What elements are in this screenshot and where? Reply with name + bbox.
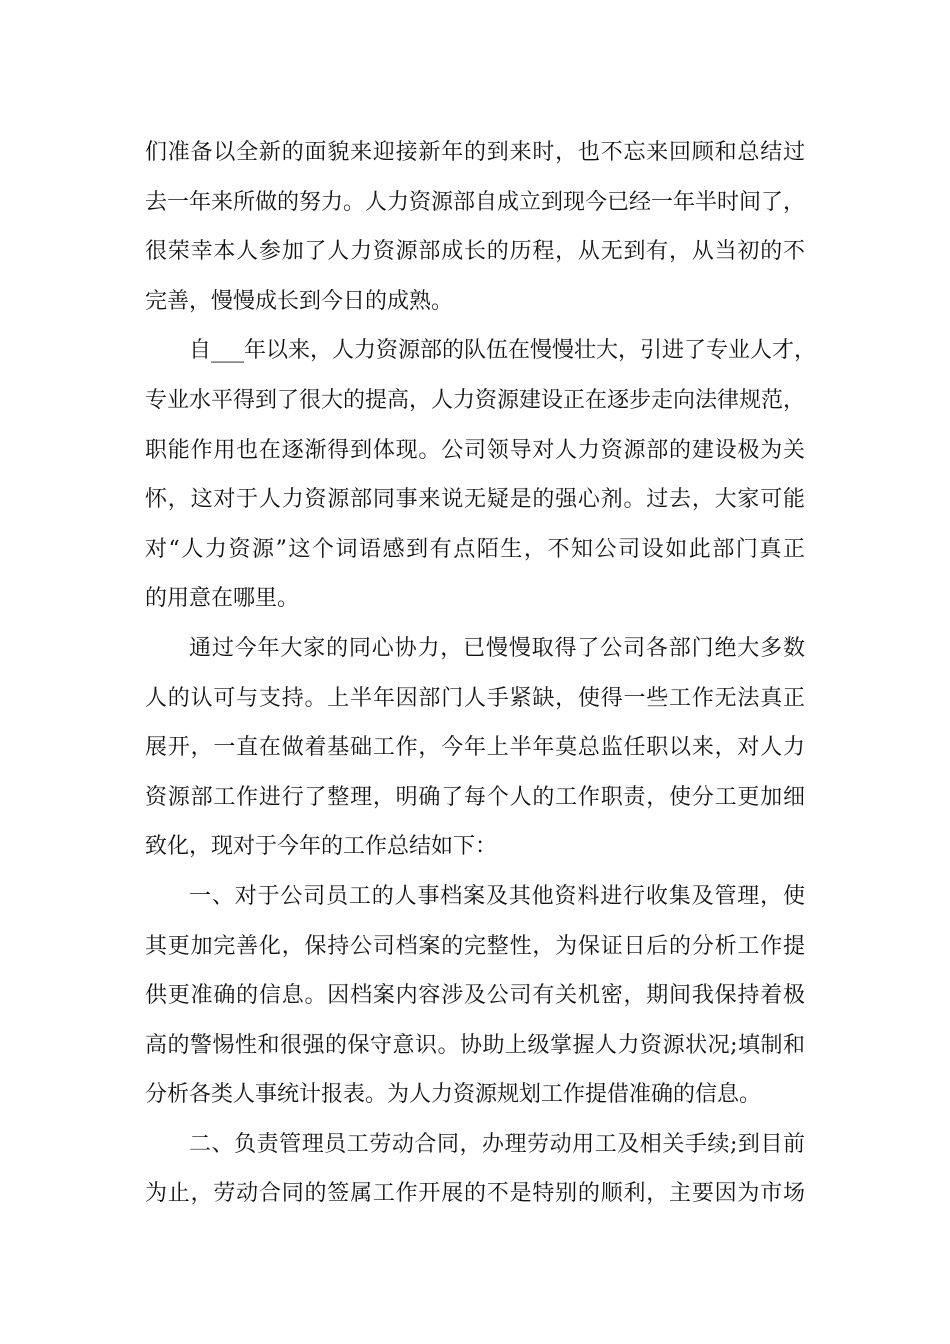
text-line: 很荣幸本人参加了人力资源部成长的历程，从无到有，从当初的不 [145,239,805,265]
text-line: 其更加完善化，保持公司档案的完整性，为保证日后的分析工作提 [145,933,805,959]
text-line: 去一年来所做的努力。人力资源部自成立到现今已经一年半时间了， [145,189,806,215]
text-line: 完善，慢慢成长到今日的成熟。 [145,288,454,314]
text-line: 资源部工作进行了整理，明确了每个人的工作职责，使分工更加细 [145,784,805,810]
text-line: 的用意在哪里。 [145,586,300,612]
body-text [145,128,817,1219]
text-line: 职能作用也在逐渐得到体现。公司领导对人力资源部的建设极为关 [145,437,805,463]
paragraph [145,326,817,624]
text-line: 供更准确的信息。因档案内容涉及公司有关机密，期间我保持着极 [145,983,805,1009]
text-line: 致化，现对于今年的工作总结如下： [145,834,498,860]
text-line: 通过今年大家的同心协力，已慢慢取得了公司各部门绝大多数 [189,635,805,661]
text-line: 高的警惕性和很强的保守意识。协助上级掌握人力资源状况;填制和 [145,1032,805,1058]
text-line: 一、对于公司员工的人事档案及其他资料进行收集及管理，使 [189,883,805,909]
text-line: 人的认可与支持。上半年因部门人手紧缺，使得一些工作无法真正 [145,685,805,711]
text-line: 分析各类人事统计报表。为人力资源规划工作提借准确的信息。 [145,1082,762,1108]
text-line: 展开，一直在做着基础工作，今年上半年莫总监任职以来，对人力 [145,735,805,761]
paragraph [145,872,805,1120]
text-line: 对“人力资源”这个词语感到有点陌生，不知公司设如此部门真正 [145,536,805,562]
paragraph [145,624,805,872]
text-line: 专业水平得到了很大的提高，人力资源建设正在逐步走向法律规范， [145,387,806,413]
text-line: 二、负责管理员工劳动合同，办理劳动用工及相关手续;到目前 [189,1131,805,1157]
text-line: 怀，这对于人力资源部同事来说无疑是的强心剂。过去，大家可能 [145,487,805,513]
paragraph [145,128,805,326]
text-line: 们准备以全新的面貌来迎接新年的到来时，也不忘来回顾和总结过 [145,140,805,165]
paragraph [145,1120,805,1219]
text-line: 为止，劳动合同的签属工作开展的不是特别的顺利，主要因为市场 [145,1181,805,1207]
text-line: 自___年以来，人力资源部的队伍在慢慢壮大，引进了专业人才， [189,338,817,364]
